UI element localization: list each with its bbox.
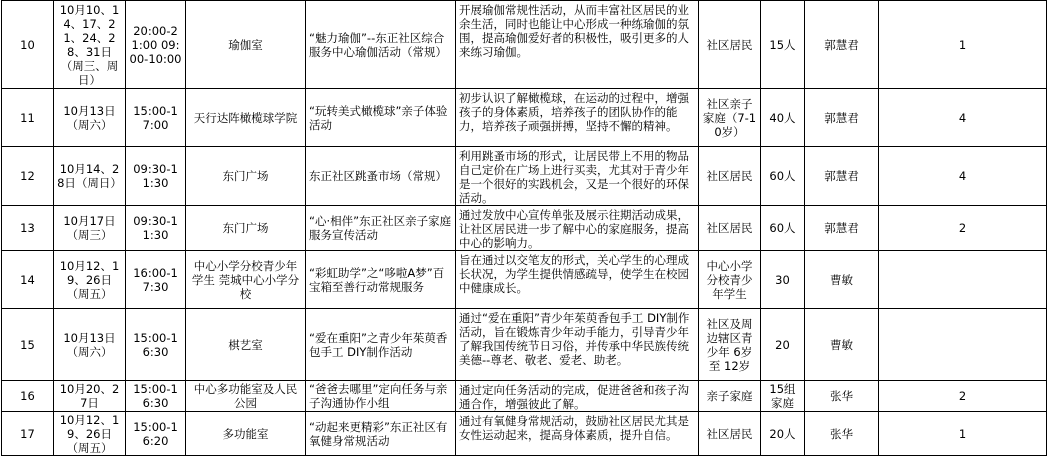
activity-target: 社区居民 xyxy=(699,412,761,456)
activity-content: 旨在通过以交笔友的形式，关心学生的心理成长状况，为学生提供情感疏导，使学生在校园中健康成长。 xyxy=(456,251,699,309)
activity-count: 20人 xyxy=(761,412,805,456)
activity-time: 16:00-17:30 xyxy=(126,251,186,309)
activity-content: 通过“爱在重阳”青少年茱萸香包手工 DIY制作活动，旨在锻炼青少年动手能力，引导青少年了解我国传统节日习俗，并传承中华民族传统美德--尊老、敬老、爱老、助老。 xyxy=(456,309,699,381)
activity-count: 60人 xyxy=(761,206,805,251)
row-number: 12 xyxy=(2,147,54,206)
activity-date: 10月13日（周六） xyxy=(54,89,126,147)
activity-content: 通过定向任务活动的完成，促进爸爸和孩子沟通合作，增强彼此了解。 xyxy=(456,381,699,412)
activity-target: 社区及周边辖区青少年 6岁至 12岁 xyxy=(699,309,761,381)
table-row xyxy=(2,1,1047,89)
activity-count: 40人 xyxy=(761,89,805,147)
activity-name: “爱在重阳”之青少年茱萸香包手工 DIY制作活动 xyxy=(306,309,456,381)
table-row xyxy=(2,206,1047,251)
activity-staff: 张华 xyxy=(805,381,879,412)
activity-name: “心·相伴”东正社区亲子家庭服务宣传活动 xyxy=(306,206,456,251)
activity-target: 社区居民 xyxy=(699,1,761,89)
activity-staff: 郭慧君 xyxy=(805,89,879,147)
activity-place: 东门广场 xyxy=(186,147,306,206)
activity-content: 开展瑜伽常规性活动，从而丰富社区居民的业余生活，同时也能让中心形成一种练瑜伽的氛围，提高瑜伽爱好者的积极性，吸引更多的人来练习瑜伽。 xyxy=(456,1,699,89)
activity-staff: 曹敏 xyxy=(805,309,879,381)
activity-target: 中心小学分校青少年学生 xyxy=(699,251,761,309)
activity-place: 中心小学分校青少年学生 莞城中心小学分校 xyxy=(186,251,306,309)
activity-time: 15:00-16:30 xyxy=(126,309,186,381)
activity-target: 社区亲子家庭（7-10岁） xyxy=(699,89,761,147)
activity-content: 通过有氧健身常规活动，鼓励社区居民尤其是女性运动起来，提高身体素质，提升自信。 xyxy=(456,412,699,456)
activity-table xyxy=(1,0,1047,456)
activity-name: “爸爸去哪里”定向任务与亲子沟通协作小组 xyxy=(306,381,456,412)
activity-time: 20:00-21:00 09:00-10:00 xyxy=(126,1,186,89)
activity-extra: 1 xyxy=(879,1,1047,89)
activity-extra: 4 xyxy=(879,89,1047,147)
table-row xyxy=(2,381,1047,412)
table-row xyxy=(2,147,1047,206)
activity-target: 亲子家庭 xyxy=(699,381,761,412)
activity-date: 10月20、27日 xyxy=(54,381,126,412)
row-number: 11 xyxy=(2,89,54,147)
activity-name: “彩虹助学”之“哆啦A梦”百宝箱至善行动常规服务 xyxy=(306,251,456,309)
activity-extra: 2 xyxy=(879,206,1047,251)
table-row xyxy=(2,412,1047,456)
activity-count: 15人 xyxy=(761,1,805,89)
activity-count: 15组家庭 xyxy=(761,381,805,412)
row-number: 16 xyxy=(2,381,54,412)
activity-date: 10月10、14、17、21、24、28、31日（周三、周日） xyxy=(54,1,126,89)
activity-date: 10月12、19、26日（周五） xyxy=(54,412,126,456)
activity-date: 10月12、19、26日（周五） xyxy=(54,251,126,309)
table-row xyxy=(2,89,1047,147)
activity-date: 10月17日（周三） xyxy=(54,206,126,251)
activity-target: 社区居民 xyxy=(699,147,761,206)
activity-extra: 1 xyxy=(879,412,1047,456)
table-row xyxy=(2,309,1047,381)
activity-time: 15:00-16:20 xyxy=(126,412,186,456)
table-row xyxy=(2,251,1047,309)
activity-date: 10月14、28日（周日） xyxy=(54,147,126,206)
activity-time: 15:00-17:00 xyxy=(126,89,186,147)
activity-place: 瑜伽室 xyxy=(186,1,306,89)
activity-staff: 曹敏 xyxy=(805,251,879,309)
activity-extra: 4 xyxy=(879,147,1047,206)
activity-name: 东正社区跳蚤市场（常规） xyxy=(306,147,456,206)
activity-content: 通过发放中心宣传单张及展示往期活动成果，让社区居民进一步了解中心的家庭服务，提高中心的影响力。 xyxy=(456,206,699,251)
activity-extra xyxy=(879,251,1047,309)
activity-staff: 郭慧君 xyxy=(805,147,879,206)
activity-place: 多功能室 xyxy=(186,412,306,456)
row-number: 15 xyxy=(2,309,54,381)
activity-name: “动起来更精彩”东正社区有氧健身常规活动 xyxy=(306,412,456,456)
activity-target: 社区居民 xyxy=(699,206,761,251)
activity-content: 利用跳蚤市场的形式，让居民带上不用的物品自己定价在广场上进行买卖，尤其对于青少年是一个很好的实践机会，又是一个很好的环保活动。 xyxy=(456,147,699,206)
activity-staff: 郭慧君 xyxy=(805,206,879,251)
activity-place: 中心多功能室及人民公园 xyxy=(186,381,306,412)
row-number: 14 xyxy=(2,251,54,309)
activity-place: 天行达阵橄榄球学院 xyxy=(186,89,306,147)
activity-staff: 郭慧君 xyxy=(805,1,879,89)
activity-extra xyxy=(879,309,1047,381)
activity-date: 10月13日（周六） xyxy=(54,309,126,381)
activity-time: 09:30-11:30 xyxy=(126,206,186,251)
activity-staff: 张华 xyxy=(805,412,879,456)
activity-time: 09:30-11:30 xyxy=(126,147,186,206)
activity-count: 20 xyxy=(761,309,805,381)
activity-extra: 2 xyxy=(879,381,1047,412)
row-number: 13 xyxy=(2,206,54,251)
activity-count: 30 xyxy=(761,251,805,309)
activity-name: “玩转美式橄榄球”亲子体验活动 xyxy=(306,89,456,147)
activity-count: 60人 xyxy=(761,147,805,206)
activity-content: 初步认识了解橄榄球，在运动的过程中，增强孩子的身体素质，培养孩子的团队协作的能力，培养孩子顽强拼搏，坚持不懈的精神。 xyxy=(456,89,699,147)
row-number: 10 xyxy=(2,1,54,89)
activity-place: 棋艺室 xyxy=(186,309,306,381)
activity-name: “魅力瑜伽”--东正社区综合服务中心瑜伽活动（常规） xyxy=(306,1,456,89)
activity-time: 15:00-16:30 xyxy=(126,381,186,412)
activity-place: 东门广场 xyxy=(186,206,306,251)
row-number: 17 xyxy=(2,412,54,456)
